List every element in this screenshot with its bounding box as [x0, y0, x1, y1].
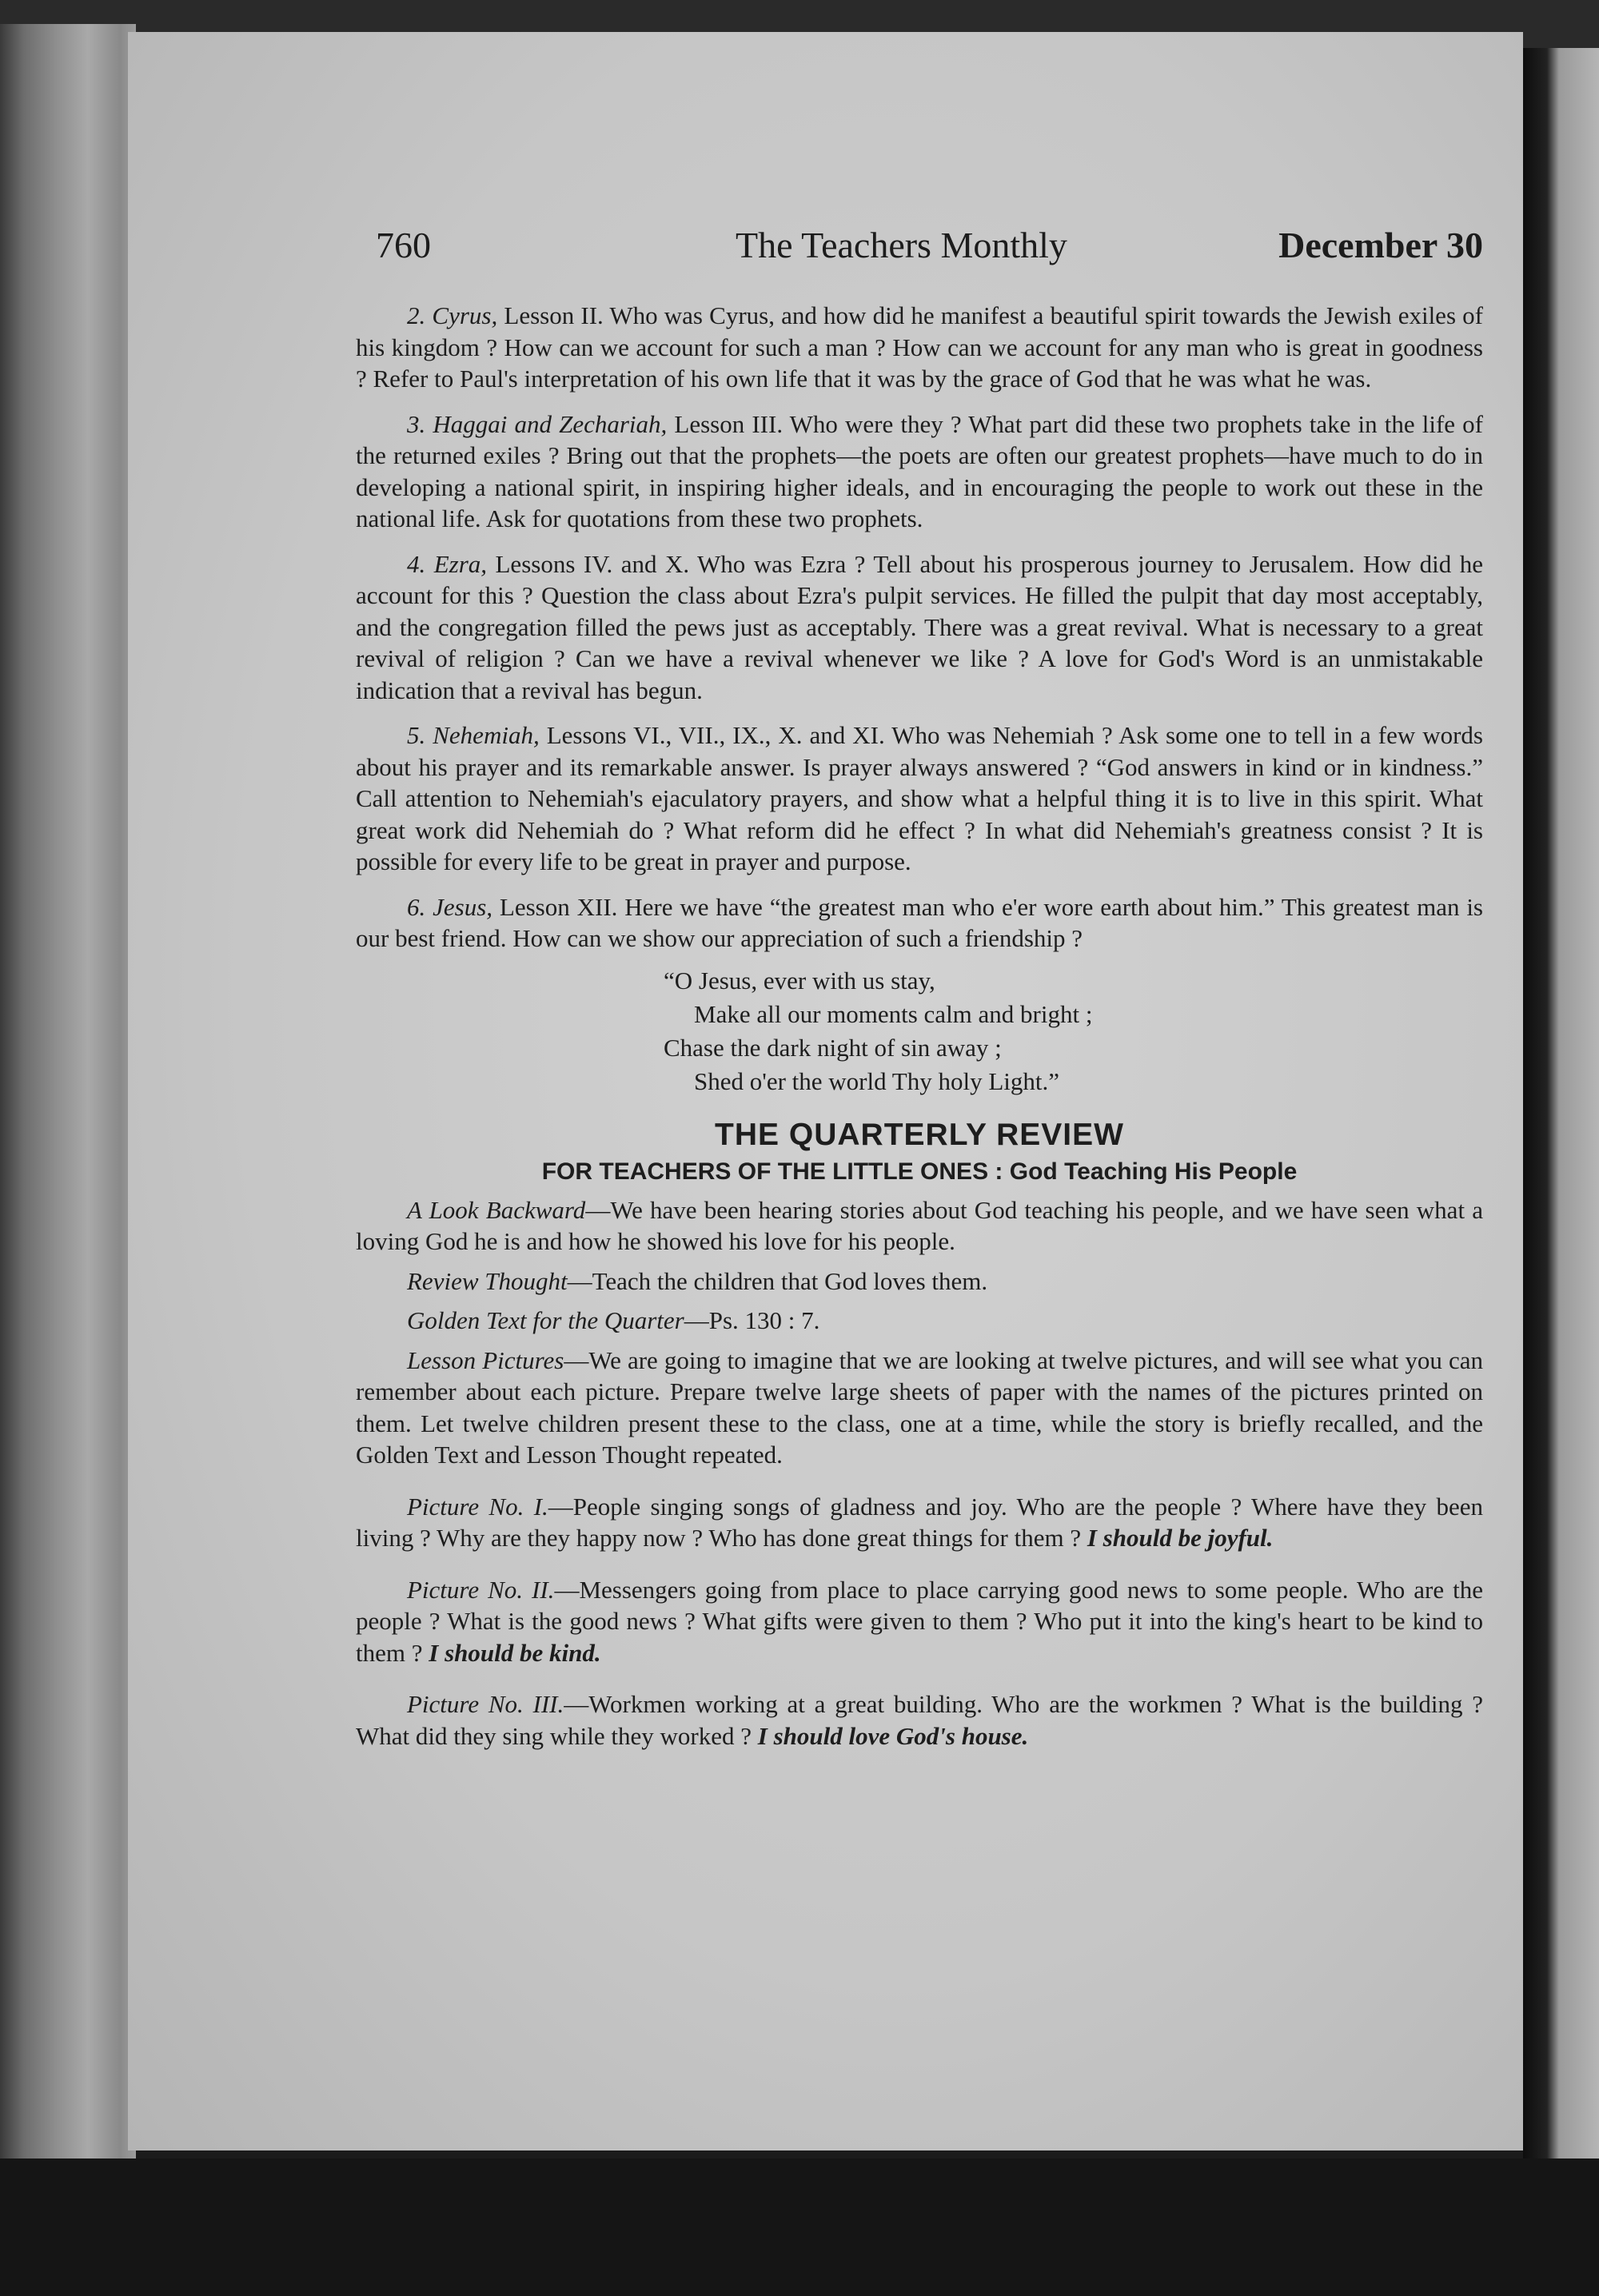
item-lead: Picture No. II.: [407, 1575, 555, 1604]
item-lead: Review Thought: [407, 1266, 568, 1295]
paragraph-text: Lesson III. Who were they ? What part did these two prophets take in the life of the returned exiles ? Bring out that the prophets—the poets are often our greatest prophets—have much to do in developing a national spirit, in inspiring higher ideals, and in encouraging the people to work out these in the national life. Ask for quotations from these two prophets.: [356, 409, 1483, 532]
item-text: —Messengers going from place to place carrying good news to some people. Who are the people ? What is the good news ? What gifts were given to them ? Who put it into the king's heart to be kind to them ?: [356, 1575, 1483, 1667]
item-lead: Golden Text for the Quarter: [407, 1306, 684, 1334]
item-text: —Workmen working at a great building. Who are the workmen ? What is the building ? What did they sing while they worked ?: [356, 1690, 1483, 1750]
item-text: —We are going to imagine that we are looking at twelve pictures, and will see what you can remember about each picture. Prepare twelve large sheets of paper with the names of the pictures printed on them. Let twelve children present these to the class, one at a time, while the story is briefly recalled, and the Golden Text and Lesson Thought repeated.: [356, 1345, 1483, 1469]
poem-line: Make all our moments calm and bright ;: [694, 999, 1093, 1028]
review-paragraph-nehemiah: [356, 719, 1483, 878]
hymn-quote: [664, 964, 1483, 1098]
item-text: —Teach the children that God loves them.: [567, 1266, 988, 1295]
item-text: —We have been hearing stories about God teaching his people, and we have seen what a loving God he is and how he showed his love for his people.: [356, 1195, 1484, 1255]
poem-line: “O Jesus, ever with us stay,: [664, 966, 935, 995]
item-answer: I should be kind.: [429, 1638, 601, 1667]
book-binding-edge: [0, 24, 136, 2166]
review-item-look-backward: [356, 1194, 1483, 1258]
poem-line: Chase the dark night of sin away ;: [664, 1033, 1002, 1062]
item-lead: A Look Backward: [407, 1195, 586, 1224]
review-paragraph-jesus: [356, 891, 1483, 955]
review-item-review-thought: [356, 1266, 1483, 1297]
paragraph-text: Lessons VI., VII., IX., X. and XI. Who was Nehemiah ? Ask some one to tell in a few words about his prayer and its remarkable answer. Is prayer always answered ? “God answers in kind or in kindness.” Call attention to Nehemiah's ejaculatory prayers, and show what a helpful thing it is to live in this spirit. What great work did Nehemiah do ? What reform did he effect ? In what did Nehemiah's greatness consist ? It is possible for every life to be great in prayer and purpose.: [356, 721, 1483, 875]
issue-date: December 30: [1278, 225, 1483, 265]
item-text: —People singing songs of gladness and joy. Who are the people ? Where have they been living ? Why are they happy now ? Who has done great things for them ?: [356, 1492, 1483, 1552]
paragraph-lead: 4. Ezra,: [407, 549, 488, 578]
paragraph-lead: 3. Haggai and Zechariah,: [407, 409, 668, 438]
paragraph-lead: 5. Nehemiah,: [407, 721, 540, 749]
journal-title: The Teachers Monthly: [736, 225, 1067, 265]
review-item-picture-3: [356, 1688, 1483, 1752]
review-item-picture-1: [356, 1491, 1483, 1554]
review-item-lesson-pictures: [356, 1345, 1483, 1471]
item-text: —Ps. 130 : 7.: [684, 1306, 820, 1334]
review-item-golden-text: [356, 1305, 1483, 1337]
page-number: 760: [376, 225, 431, 265]
item-answer: I should love God's house.: [757, 1721, 1029, 1750]
paragraph-text: Lesson XII. Here we have “the greatest man who e'er wore earth about him.” This greatest man is our best friend. How can we show our appreciation of such a friendship ?: [356, 892, 1483, 952]
paragraph-lead: 2. Cyrus,: [407, 301, 498, 329]
item-lead: Picture No. I.: [407, 1492, 548, 1521]
paragraph-text: Lessons IV. and X. Who was Ezra ? Tell about his prosperous journey to Jerusalem. How did he account for this ? Question the class about Ezra's pulpit services. He filled the pulpit that day most acceptably, and the congregation filled the pews just as acceptably. There was a great revival. What is necessary to a great revival of religion ? Can we have a revival whenever we like ? A love for God's Word is an unmistakable indication that a revival has begun.: [356, 549, 1483, 704]
paragraph-lead: 6. Jesus,: [407, 892, 493, 921]
paragraph-text: Lesson II. Who was Cyrus, and how did he manifest a beautiful spirit towards the Jewish exiles of his kingdom ? How can we account for such a man ? How can we account for any man who is great in goodness ? Refer to Paul's interpretation of his own life that it was by the grace of God that he was what he was.: [356, 301, 1483, 393]
review-paragraph-ezra: [356, 548, 1483, 707]
article-body: [356, 300, 1483, 1772]
item-lead: Lesson Pictures: [407, 1345, 564, 1374]
review-paragraph-cyrus: [356, 300, 1483, 395]
section-heading: THE QUARTERLY REVIEW: [715, 1117, 1124, 1152]
subheading-topic: God Teaching His People: [1009, 1158, 1298, 1185]
review-item-picture-2: [356, 1574, 1483, 1669]
page-right-edge: [1523, 48, 1599, 2158]
section-subheading: [356, 1154, 1483, 1190]
scan-bottom-border: [0, 2158, 1599, 2296]
review-paragraph-haggai: [356, 409, 1483, 535]
subheading-audience: FOR TEACHERS OF THE LITTLE ONES :: [541, 1158, 1003, 1185]
item-answer: I should be joyful.: [1087, 1524, 1274, 1552]
item-lead: Picture No. III.: [407, 1690, 564, 1718]
running-head: [368, 224, 1483, 288]
poem-line: Shed o'er the world Thy holy Light.”: [694, 1066, 1060, 1095]
